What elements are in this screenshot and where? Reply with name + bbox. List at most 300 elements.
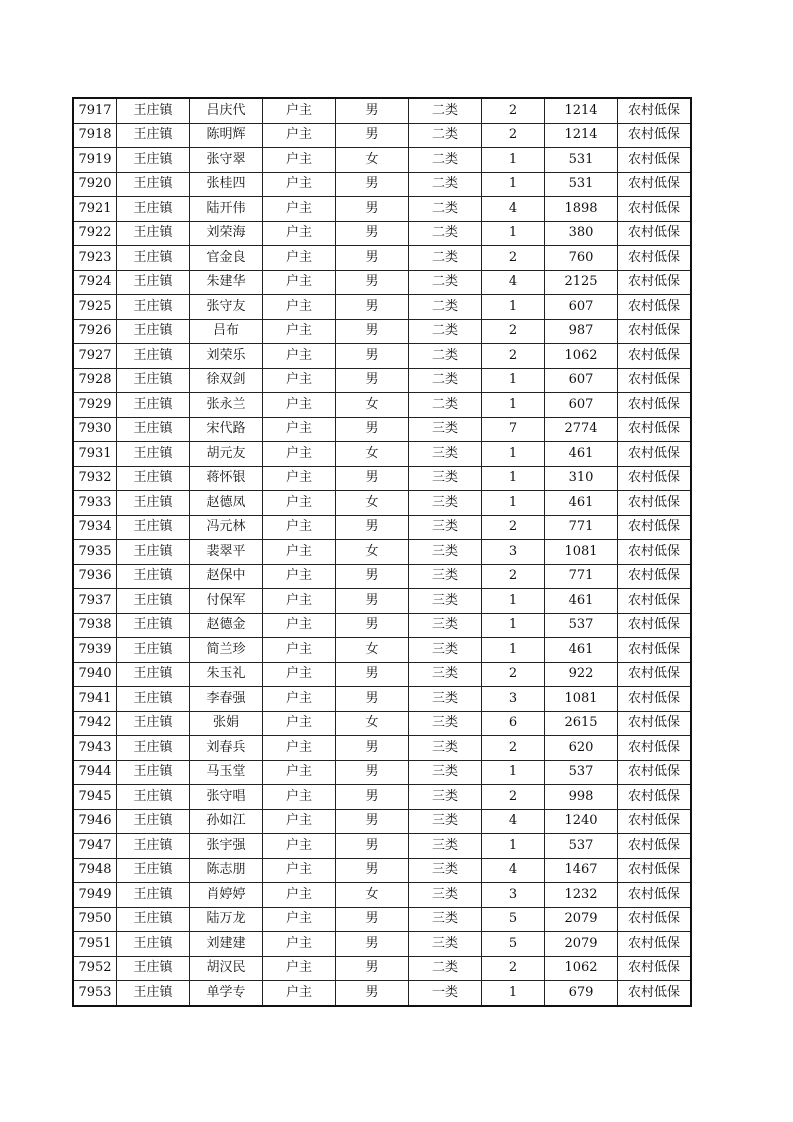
cell-sex: 男 (336, 221, 409, 246)
cell-relation: 户主 (263, 564, 336, 589)
cell-category: 二类 (409, 172, 482, 197)
cell-sex: 男 (336, 270, 409, 295)
cell-assistance-type: 农村低保 (618, 466, 692, 491)
cell-relation: 户主 (263, 442, 336, 467)
cell-household-count: 1 (482, 760, 545, 785)
cell-town: 王庄镇 (117, 344, 190, 369)
cell-amount: 607 (545, 393, 618, 418)
cell-serial-number: 7946 (73, 809, 117, 834)
cell-serial-number: 7931 (73, 442, 117, 467)
cell-serial-number: 7924 (73, 270, 117, 295)
cell-relation: 户主 (263, 662, 336, 687)
cell-category: 三类 (409, 491, 482, 516)
table-row (73, 148, 691, 173)
cell-relation: 户主 (263, 760, 336, 785)
cell-amount: 1081 (545, 540, 618, 565)
cell-assistance-type: 农村低保 (618, 981, 692, 1006)
cell-household-count: 1 (482, 613, 545, 638)
table-row (73, 736, 691, 761)
cell-amount: 461 (545, 491, 618, 516)
cell-category: 三类 (409, 687, 482, 712)
cell-amount: 380 (545, 221, 618, 246)
cell-category: 二类 (409, 956, 482, 981)
cell-relation: 户主 (263, 883, 336, 908)
cell-sex: 男 (336, 981, 409, 1006)
cell-amount: 2615 (545, 711, 618, 736)
cell-household-count: 1 (482, 172, 545, 197)
cell-sex: 男 (336, 858, 409, 883)
cell-person-name: 单学专 (190, 981, 263, 1006)
table-row (73, 858, 691, 883)
cell-serial-number: 7922 (73, 221, 117, 246)
table-row (73, 442, 691, 467)
cell-serial-number: 7947 (73, 834, 117, 859)
cell-assistance-type: 农村低保 (618, 442, 692, 467)
table-row (73, 368, 691, 393)
cell-assistance-type: 农村低保 (618, 834, 692, 859)
cell-category: 三类 (409, 809, 482, 834)
cell-sex: 男 (336, 932, 409, 957)
table-row (73, 319, 691, 344)
cell-sex: 男 (336, 809, 409, 834)
cell-relation: 户主 (263, 736, 336, 761)
cell-household-count: 1 (482, 491, 545, 516)
cell-sex: 男 (336, 466, 409, 491)
cell-amount: 310 (545, 466, 618, 491)
cell-serial-number: 7919 (73, 148, 117, 173)
cell-sex: 男 (336, 344, 409, 369)
relief-roster-table (72, 97, 692, 1007)
cell-household-count: 1 (482, 148, 545, 173)
cell-serial-number: 7917 (73, 98, 117, 123)
cell-serial-number: 7942 (73, 711, 117, 736)
table-row (73, 98, 691, 123)
cell-serial-number: 7938 (73, 613, 117, 638)
cell-town: 王庄镇 (117, 466, 190, 491)
cell-assistance-type: 农村低保 (618, 417, 692, 442)
cell-amount: 771 (545, 515, 618, 540)
cell-relation: 户主 (263, 834, 336, 859)
cell-town: 王庄镇 (117, 589, 190, 614)
cell-relation: 户主 (263, 858, 336, 883)
cell-relation: 户主 (263, 246, 336, 271)
cell-assistance-type: 农村低保 (618, 491, 692, 516)
cell-assistance-type: 农村低保 (618, 221, 692, 246)
cell-category: 二类 (409, 319, 482, 344)
cell-relation: 户主 (263, 319, 336, 344)
cell-person-name: 陆万龙 (190, 907, 263, 932)
cell-town: 王庄镇 (117, 809, 190, 834)
cell-person-name: 刘春兵 (190, 736, 263, 761)
cell-assistance-type: 农村低保 (618, 123, 692, 148)
cell-household-count: 3 (482, 687, 545, 712)
table-row (73, 981, 691, 1006)
cell-relation: 户主 (263, 98, 336, 123)
cell-serial-number: 7928 (73, 368, 117, 393)
cell-serial-number: 7932 (73, 466, 117, 491)
cell-assistance-type: 农村低保 (618, 197, 692, 222)
cell-relation: 户主 (263, 172, 336, 197)
cell-amount: 531 (545, 148, 618, 173)
cell-town: 王庄镇 (117, 736, 190, 761)
cell-category: 二类 (409, 295, 482, 320)
cell-serial-number: 7920 (73, 172, 117, 197)
cell-town: 王庄镇 (117, 98, 190, 123)
cell-person-name: 孙如江 (190, 809, 263, 834)
cell-assistance-type: 农村低保 (618, 589, 692, 614)
cell-household-count: 3 (482, 883, 545, 908)
cell-household-count: 2 (482, 785, 545, 810)
cell-household-count: 3 (482, 540, 545, 565)
cell-sex: 男 (336, 319, 409, 344)
cell-town: 王庄镇 (117, 956, 190, 981)
cell-person-name: 刘建建 (190, 932, 263, 957)
cell-person-name: 肖婷婷 (190, 883, 263, 908)
cell-person-name: 陆开伟 (190, 197, 263, 222)
cell-sex: 女 (336, 540, 409, 565)
cell-sex: 男 (336, 662, 409, 687)
cell-household-count: 2 (482, 344, 545, 369)
cell-serial-number: 7952 (73, 956, 117, 981)
cell-household-count: 2 (482, 246, 545, 271)
cell-relation: 户主 (263, 956, 336, 981)
cell-person-name: 吕庆代 (190, 98, 263, 123)
cell-assistance-type: 农村低保 (618, 736, 692, 761)
cell-household-count: 7 (482, 417, 545, 442)
cell-assistance-type: 农村低保 (618, 270, 692, 295)
cell-town: 王庄镇 (117, 172, 190, 197)
cell-town: 王庄镇 (117, 711, 190, 736)
table-row (73, 809, 691, 834)
cell-town: 王庄镇 (117, 907, 190, 932)
cell-sex: 男 (336, 417, 409, 442)
cell-category: 三类 (409, 907, 482, 932)
cell-town: 王庄镇 (117, 662, 190, 687)
cell-serial-number: 7939 (73, 638, 117, 663)
cell-town: 王庄镇 (117, 883, 190, 908)
cell-assistance-type: 农村低保 (618, 883, 692, 908)
cell-serial-number: 7934 (73, 515, 117, 540)
cell-category: 三类 (409, 564, 482, 589)
cell-relation: 户主 (263, 981, 336, 1006)
cell-category: 三类 (409, 540, 482, 565)
cell-sex: 男 (336, 956, 409, 981)
cell-household-count: 1 (482, 368, 545, 393)
cell-amount: 1081 (545, 687, 618, 712)
cell-assistance-type: 农村低保 (618, 98, 692, 123)
cell-sex: 男 (336, 687, 409, 712)
cell-town: 王庄镇 (117, 148, 190, 173)
cell-person-name: 刘荣海 (190, 221, 263, 246)
cell-category: 三类 (409, 442, 482, 467)
cell-relation: 户主 (263, 711, 336, 736)
cell-sex: 男 (336, 515, 409, 540)
cell-serial-number: 7935 (73, 540, 117, 565)
cell-amount: 607 (545, 295, 618, 320)
cell-amount: 531 (545, 172, 618, 197)
table-row (73, 540, 691, 565)
cell-assistance-type: 农村低保 (618, 172, 692, 197)
cell-serial-number: 7930 (73, 417, 117, 442)
cell-amount: 607 (545, 368, 618, 393)
cell-relation: 户主 (263, 589, 336, 614)
cell-amount: 679 (545, 981, 618, 1006)
table-row (73, 589, 691, 614)
cell-relation: 户主 (263, 295, 336, 320)
cell-amount: 1467 (545, 858, 618, 883)
cell-person-name: 张宇强 (190, 834, 263, 859)
cell-town: 王庄镇 (117, 760, 190, 785)
cell-sex: 男 (336, 197, 409, 222)
cell-amount: 461 (545, 442, 618, 467)
cell-household-count: 1 (482, 221, 545, 246)
cell-person-name: 官金良 (190, 246, 263, 271)
table-row (73, 662, 691, 687)
cell-sex: 女 (336, 442, 409, 467)
cell-household-count: 2 (482, 319, 545, 344)
cell-sex: 男 (336, 295, 409, 320)
cell-town: 王庄镇 (117, 564, 190, 589)
cell-person-name: 马玉堂 (190, 760, 263, 785)
cell-person-name: 吕布 (190, 319, 263, 344)
cell-town: 王庄镇 (117, 417, 190, 442)
cell-category: 三类 (409, 638, 482, 663)
cell-assistance-type: 农村低保 (618, 368, 692, 393)
cell-household-count: 2 (482, 564, 545, 589)
cell-assistance-type: 农村低保 (618, 760, 692, 785)
cell-town: 王庄镇 (117, 515, 190, 540)
cell-person-name: 张桂四 (190, 172, 263, 197)
cell-household-count: 1 (482, 981, 545, 1006)
cell-assistance-type: 农村低保 (618, 246, 692, 271)
cell-town: 王庄镇 (117, 540, 190, 565)
cell-relation: 户主 (263, 466, 336, 491)
cell-amount: 1232 (545, 883, 618, 908)
cell-amount: 1214 (545, 123, 618, 148)
cell-sex: 男 (336, 613, 409, 638)
cell-category: 三类 (409, 613, 482, 638)
cell-household-count: 2 (482, 736, 545, 761)
cell-sex: 男 (336, 736, 409, 761)
cell-household-count: 4 (482, 270, 545, 295)
table-row (73, 883, 691, 908)
cell-amount: 537 (545, 613, 618, 638)
cell-person-name: 裴翠平 (190, 540, 263, 565)
cell-serial-number: 7940 (73, 662, 117, 687)
cell-serial-number: 7933 (73, 491, 117, 516)
cell-serial-number: 7937 (73, 589, 117, 614)
cell-sex: 女 (336, 638, 409, 663)
cell-assistance-type: 农村低保 (618, 319, 692, 344)
cell-amount: 537 (545, 834, 618, 859)
cell-household-count: 1 (482, 466, 545, 491)
cell-sex: 女 (336, 711, 409, 736)
table-row (73, 932, 691, 957)
cell-household-count: 2 (482, 98, 545, 123)
cell-relation: 户主 (263, 270, 336, 295)
cell-category: 三类 (409, 932, 482, 957)
table-row (73, 417, 691, 442)
cell-assistance-type: 农村低保 (618, 809, 692, 834)
cell-household-count: 1 (482, 393, 545, 418)
cell-sex: 男 (336, 368, 409, 393)
cell-town: 王庄镇 (117, 785, 190, 810)
table-row (73, 197, 691, 222)
cell-assistance-type: 农村低保 (618, 932, 692, 957)
cell-sex: 男 (336, 172, 409, 197)
cell-person-name: 付保军 (190, 589, 263, 614)
cell-person-name: 赵保中 (190, 564, 263, 589)
cell-person-name: 刘荣乐 (190, 344, 263, 369)
cell-assistance-type: 农村低保 (618, 662, 692, 687)
cell-assistance-type: 农村低保 (618, 393, 692, 418)
cell-assistance-type: 农村低保 (618, 148, 692, 173)
table-row (73, 687, 691, 712)
cell-category: 三类 (409, 417, 482, 442)
cell-town: 王庄镇 (117, 442, 190, 467)
cell-category: 二类 (409, 98, 482, 123)
cell-sex: 男 (336, 246, 409, 271)
cell-amount: 2774 (545, 417, 618, 442)
cell-town: 王庄镇 (117, 319, 190, 344)
cell-sex: 女 (336, 491, 409, 516)
cell-assistance-type: 农村低保 (618, 785, 692, 810)
cell-town: 王庄镇 (117, 858, 190, 883)
cell-amount: 998 (545, 785, 618, 810)
cell-serial-number: 7926 (73, 319, 117, 344)
cell-amount: 537 (545, 760, 618, 785)
table-row (73, 834, 691, 859)
cell-amount: 461 (545, 638, 618, 663)
cell-person-name: 宋代路 (190, 417, 263, 442)
cell-amount: 461 (545, 589, 618, 614)
cell-serial-number: 7943 (73, 736, 117, 761)
cell-category: 三类 (409, 760, 482, 785)
cell-relation: 户主 (263, 368, 336, 393)
table-row (73, 638, 691, 663)
cell-sex: 男 (336, 785, 409, 810)
cell-town: 王庄镇 (117, 393, 190, 418)
cell-amount: 1062 (545, 344, 618, 369)
cell-household-count: 1 (482, 638, 545, 663)
cell-category: 三类 (409, 515, 482, 540)
table-row (73, 613, 691, 638)
cell-assistance-type: 农村低保 (618, 564, 692, 589)
cell-assistance-type: 农村低保 (618, 858, 692, 883)
table-row (73, 491, 691, 516)
cell-serial-number: 7918 (73, 123, 117, 148)
cell-category: 二类 (409, 368, 482, 393)
table-row (73, 907, 691, 932)
cell-amount: 2079 (545, 932, 618, 957)
cell-category: 二类 (409, 197, 482, 222)
cell-person-name: 张永兰 (190, 393, 263, 418)
cell-serial-number: 7944 (73, 760, 117, 785)
cell-household-count: 4 (482, 197, 545, 222)
cell-relation: 户主 (263, 932, 336, 957)
cell-amount: 2125 (545, 270, 618, 295)
table-row (73, 344, 691, 369)
cell-serial-number: 7948 (73, 858, 117, 883)
cell-town: 王庄镇 (117, 221, 190, 246)
cell-relation: 户主 (263, 687, 336, 712)
cell-relation: 户主 (263, 123, 336, 148)
cell-household-count: 2 (482, 515, 545, 540)
cell-assistance-type: 农村低保 (618, 638, 692, 663)
cell-relation: 户主 (263, 785, 336, 810)
cell-household-count: 4 (482, 809, 545, 834)
cell-sex: 女 (336, 393, 409, 418)
cell-household-count: 2 (482, 123, 545, 148)
cell-amount: 2079 (545, 907, 618, 932)
cell-person-name: 张守友 (190, 295, 263, 320)
cell-person-name: 冯元林 (190, 515, 263, 540)
cell-category: 二类 (409, 221, 482, 246)
cell-relation: 户主 (263, 197, 336, 222)
cell-relation: 户主 (263, 638, 336, 663)
table-row (73, 172, 691, 197)
cell-person-name: 张娟 (190, 711, 263, 736)
cell-relation: 户主 (263, 393, 336, 418)
cell-relation: 户主 (263, 491, 336, 516)
cell-relation: 户主 (263, 148, 336, 173)
cell-sex: 女 (336, 148, 409, 173)
cell-sex: 男 (336, 834, 409, 859)
cell-amount: 1240 (545, 809, 618, 834)
cell-category: 二类 (409, 344, 482, 369)
cell-assistance-type: 农村低保 (618, 711, 692, 736)
table-body (73, 98, 691, 1006)
table-row (73, 246, 691, 271)
cell-assistance-type: 农村低保 (618, 907, 692, 932)
cell-relation: 户主 (263, 907, 336, 932)
cell-serial-number: 7941 (73, 687, 117, 712)
cell-assistance-type: 农村低保 (618, 687, 692, 712)
table-row (73, 760, 691, 785)
cell-person-name: 赵德金 (190, 613, 263, 638)
cell-category: 三类 (409, 711, 482, 736)
cell-household-count: 5 (482, 907, 545, 932)
table-row (73, 956, 691, 981)
cell-amount: 922 (545, 662, 618, 687)
cell-household-count: 2 (482, 662, 545, 687)
cell-category: 二类 (409, 270, 482, 295)
cell-assistance-type: 农村低保 (618, 956, 692, 981)
cell-serial-number: 7927 (73, 344, 117, 369)
cell-serial-number: 7921 (73, 197, 117, 222)
cell-town: 王庄镇 (117, 834, 190, 859)
cell-person-name: 李春强 (190, 687, 263, 712)
cell-category: 一类 (409, 981, 482, 1006)
cell-town: 王庄镇 (117, 491, 190, 516)
cell-category: 三类 (409, 858, 482, 883)
cell-household-count: 6 (482, 711, 545, 736)
table-row (73, 270, 691, 295)
cell-serial-number: 7923 (73, 246, 117, 271)
cell-serial-number: 7951 (73, 932, 117, 957)
cell-assistance-type: 农村低保 (618, 613, 692, 638)
cell-category: 二类 (409, 393, 482, 418)
cell-relation: 户主 (263, 515, 336, 540)
cell-category: 三类 (409, 466, 482, 491)
cell-assistance-type: 农村低保 (618, 295, 692, 320)
cell-sex: 男 (336, 564, 409, 589)
cell-category: 三类 (409, 736, 482, 761)
cell-category: 三类 (409, 589, 482, 614)
cell-assistance-type: 农村低保 (618, 515, 692, 540)
cell-household-count: 1 (482, 295, 545, 320)
cell-person-name: 赵德凤 (190, 491, 263, 516)
